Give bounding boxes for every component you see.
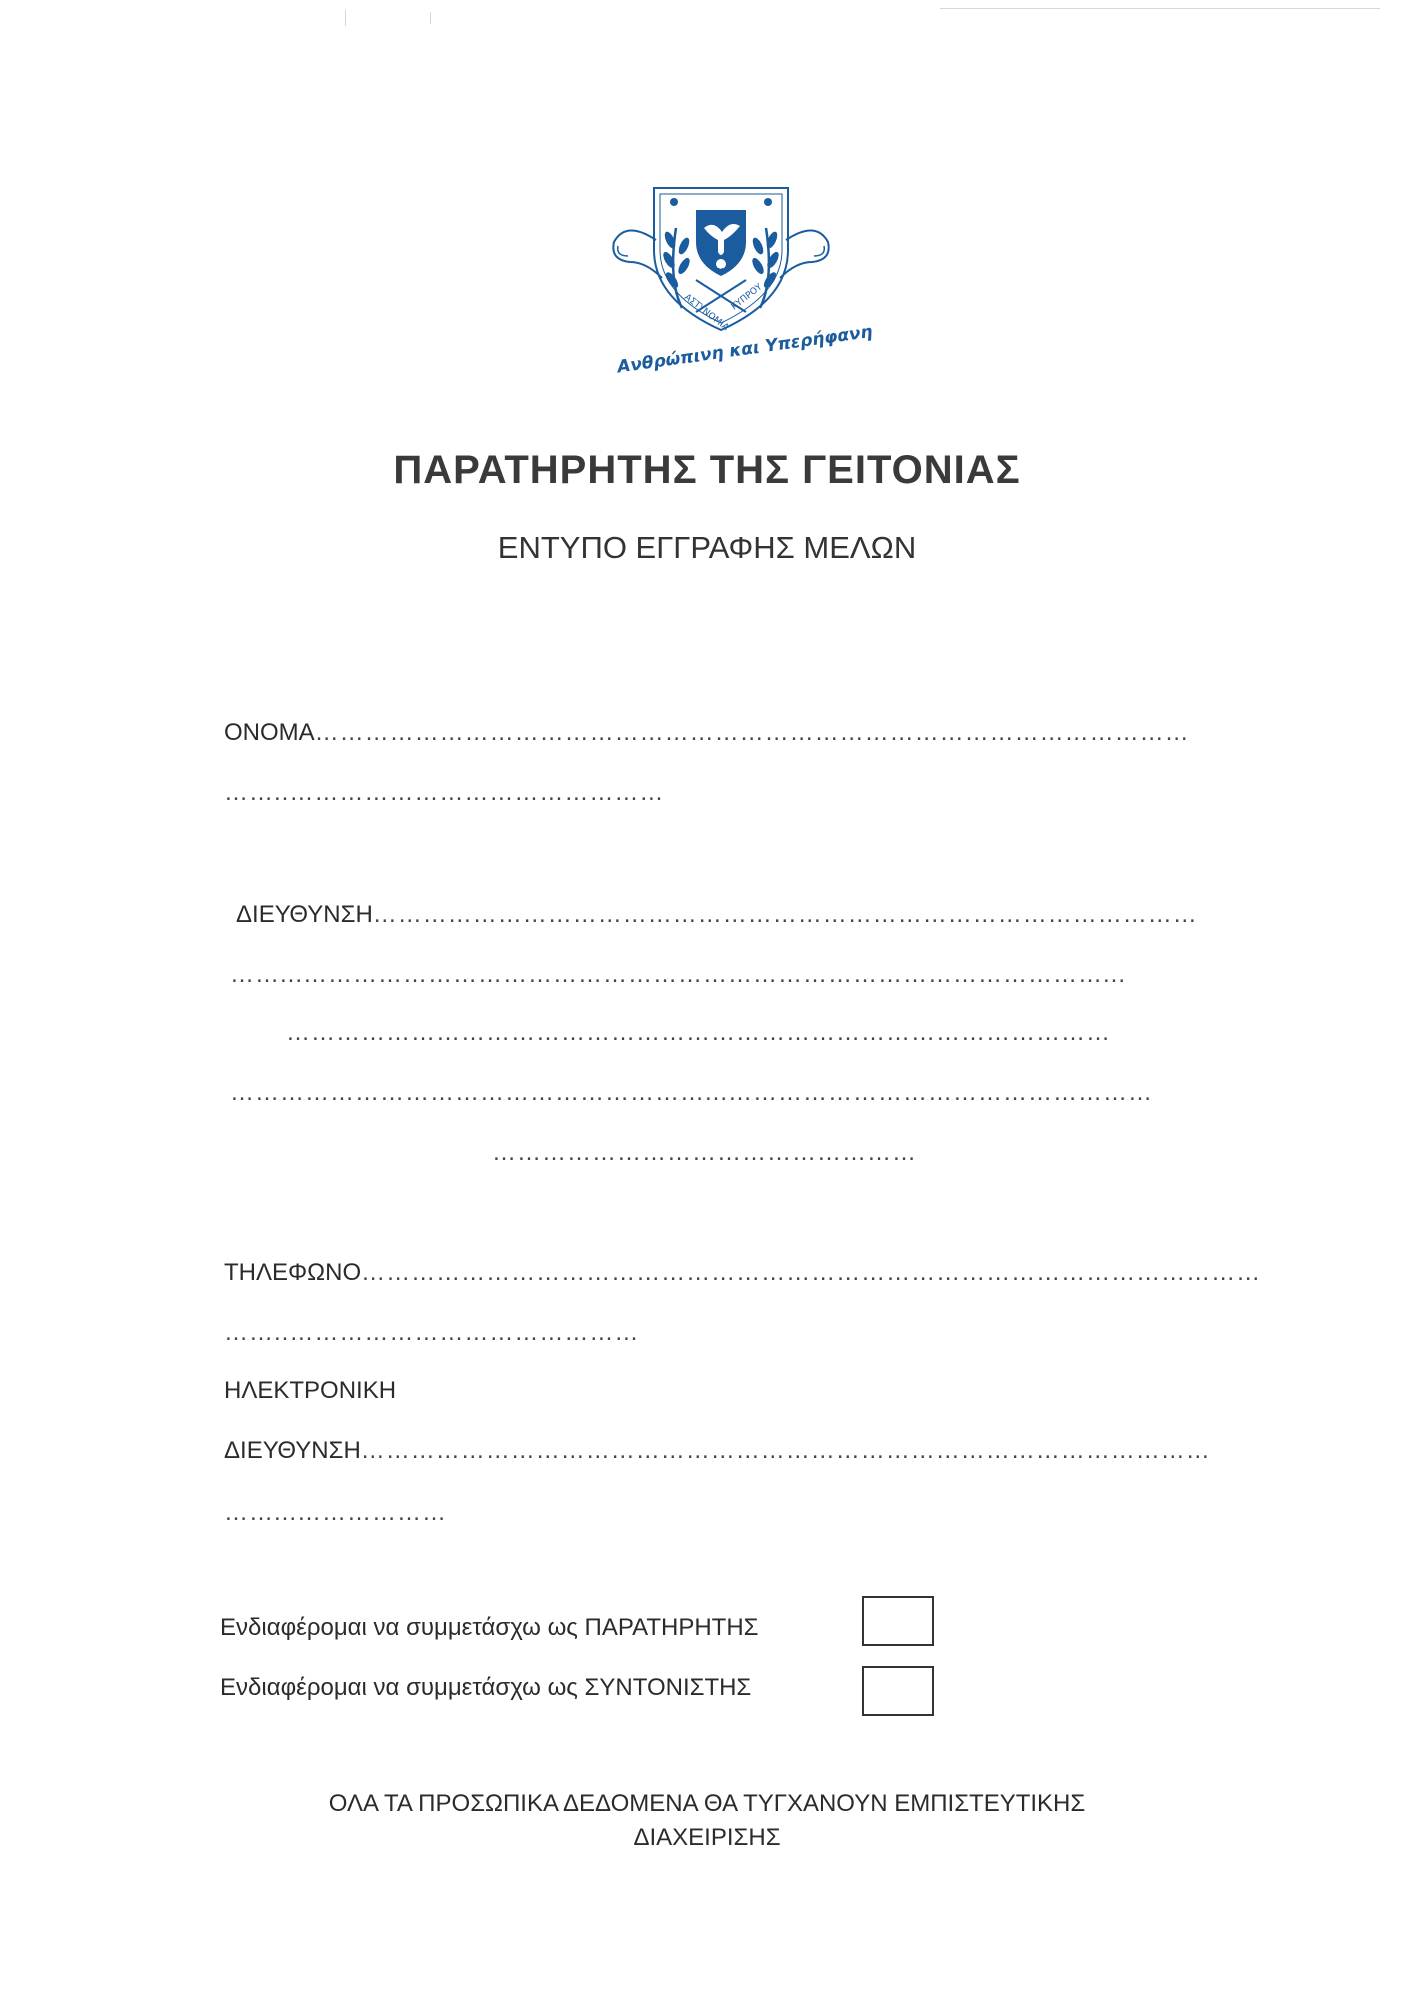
svg-text:Ανθρώπινη και Υπερήφανη: Ανθρώπινη και Υπερήφανη [616,321,874,378]
address-dotted-line: ……………………………………………………………………………………… [372,901,1198,928]
svg-text:ΑΣΤΥΝΟΜΙΑ: ΑΣΤΥΝΟΜΙΑ [682,292,731,334]
address-label: ΔΙΕΥΘΥΝΣΗ [236,901,373,928]
name-label: ΟΝΟΜΑ [224,719,315,746]
address-dotted-line-4[interactable]: …………………………………………………...…………………………………………… [230,1079,1154,1106]
coordinator-option-label: Ενδιαφέρομαι να συμμετάσχω ως ΣΥΝΤΟΝΙΣΤΗΣ [220,1674,752,1701]
observer-option-label: Ενδιαφέρομαι να συμμετάσχω ως ΠΑΡΑΤΗΡΗΤΗΣ [220,1614,759,1641]
address-field[interactable] [236,900,1198,930]
email-dotted-line: ………………………………………………………………………………………… [360,1437,1211,1464]
email-field[interactable] [224,1436,1211,1466]
email-label-line-1: ΗΛΕΚΤΡΟΝΙΚΗ [224,1377,397,1404]
phone-dotted-line: ……………………………………………………………………………………………… [361,1259,1262,1286]
confidentiality-note-line-1: ΟΛΑ ΤΑ ΠΡΟΣΩΠΙΚΑ ΔΕΔΟΜΕΝΑ ΘΑ ΤΥΓΧΑΝΟΥΝ ΕΜΠΙΣΤΕΥΤΙΚΗΣ [328,1790,1086,1817]
confidentiality-note [0,1787,1414,1855]
scan-mark-top-left-2 [430,12,431,24]
name-field[interactable] [224,718,1190,748]
form-title: ΠΑΡΑΤΗΡΗΤΗΣ ΤΗΣ ΓΕΙΤΟΝΙΑΣ [393,448,1021,492]
observer-checkbox[interactable] [862,1596,934,1646]
name-dotted-line: …………………………………………………………………………………………… [314,719,1190,746]
email-label: ΔΙΕΥΘΥΝΣΗ [224,1437,361,1464]
form-subtitle: ΕΝΤΥΠΟ ΕΓΓΡΑΦΗΣ ΜΕΛΩΝ [497,530,917,565]
email-dotted-line-2[interactable]: ……...……………… [224,1499,448,1526]
cyprus-police-emblem-icon [596,180,874,378]
phone-field[interactable] [224,1258,1262,1288]
confidentiality-note-line-2: ΔΙΑΧΕΙΡΙΣΗΣ [633,1824,781,1851]
svg-text:1960: 1960 [714,268,727,274]
phone-label: ΤΗΛΕΦΩΝΟ [224,1259,362,1286]
phone-dotted-line-2[interactable]: ……..…………………………………… [224,1319,640,1346]
svg-text:ΚΥΠΡΟΥ: ΚΥΠΡΟΥ [729,282,765,313]
scan-edge-top-right [940,8,1380,9]
coordinator-checkbox[interactable] [862,1666,934,1716]
address-dotted-line-2[interactable]: ……...……………………………………………………………………………………... [230,961,1127,988]
address-dotted-line-5[interactable]: …………………………………………… [492,1139,917,1166]
scan-mark-top-left [345,10,346,26]
address-dotted-line-3[interactable]: ……………………………………………………………………………………… [286,1019,1111,1046]
name-dotted-line-2[interactable]: ……..……………………………………… [224,779,665,806]
